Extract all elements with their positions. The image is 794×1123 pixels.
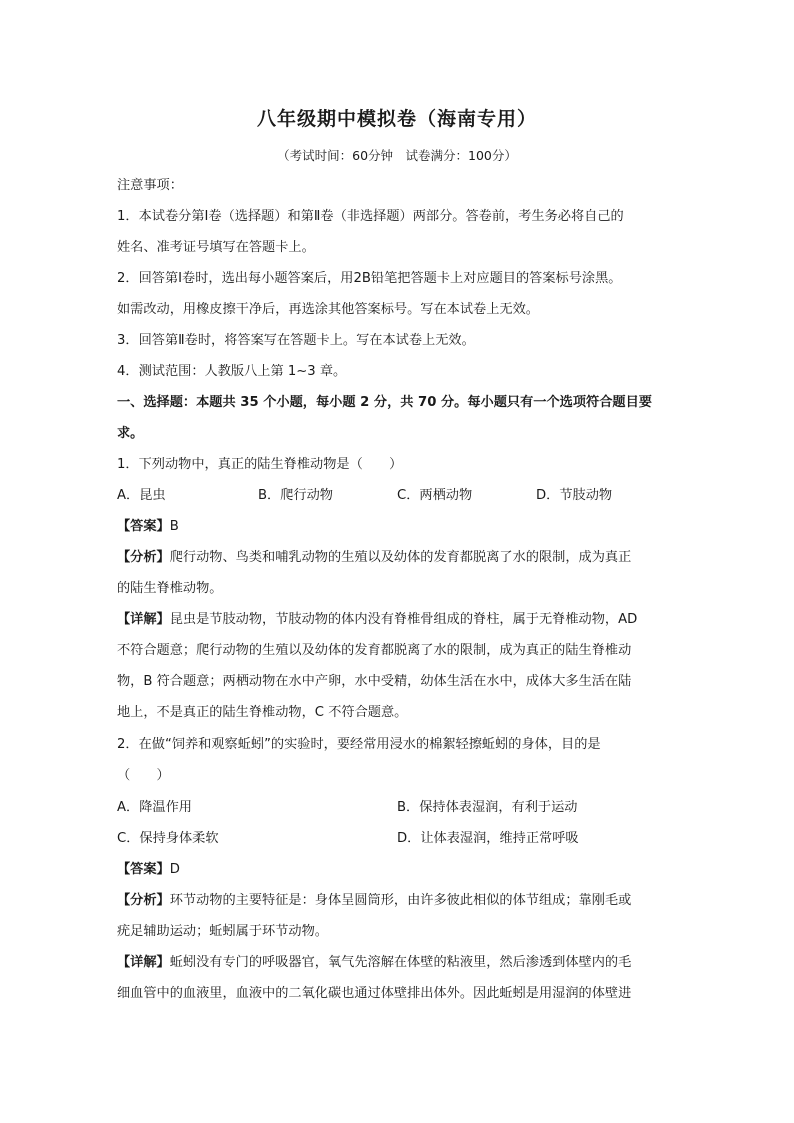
question-2-stem-cont: （ ） <box>117 768 170 783</box>
question-2-stem: 2．在做“饲养和观察蚯蚓”的实验时，要经常用浸水的棉絮轻擦蚯蚓的身体，目的是 <box>117 737 601 752</box>
notice-item: 3．回答第Ⅱ卷时，将答案写在答题卡上。写在本试卷上无效。 <box>117 333 475 348</box>
q1-option-b: B．爬行动物 <box>258 488 333 503</box>
answer-tag: 【答案】 <box>117 519 170 534</box>
page-title: 八年级期中模拟卷（海南专用） <box>256 108 537 130</box>
notice-heading: 注意事项： <box>117 178 183 193</box>
detail-text: 昆虫是节肢动物，节肢动物的体内没有脊椎骨组成的脊柱，属于无脊椎动物，AD <box>169 612 638 627</box>
q1-option-a: A．昆虫 <box>117 488 166 503</box>
detail-tag: 【详解】 <box>117 955 170 970</box>
section-heading-cont: 求。 <box>117 426 144 441</box>
answer-value: B <box>169 519 179 534</box>
answer-tag: 【答案】 <box>117 862 170 877</box>
notice-item: 1．本试卷分第Ⅰ卷（选择题）和第Ⅱ卷（非选择题）两部分。答卷前，考生务必将自己的 <box>117 209 624 224</box>
notice-item: 2．回答第Ⅰ卷时，选出每小题答案后，用2B铅笔把答题卡上对应题目的答案标号涂黑。 <box>117 271 622 286</box>
q2-answer <box>117 860 687 880</box>
q1-analysis-cont: 的陆生脊椎动物。 <box>117 581 223 596</box>
q1-option-d: D．节肢动物 <box>536 488 613 503</box>
analysis-tag: 【分析】 <box>117 550 170 565</box>
question-1-stem: 1．下列动物中，真正的陆生脊椎动物是（ ） <box>117 457 403 472</box>
q2-option-c: C．保持身体柔软 <box>117 831 219 846</box>
notice-item: 4．测试范围：人教版八上第 1~3 章。 <box>117 364 347 379</box>
q2-analysis <box>117 891 687 911</box>
section-heading: 一、选择题：本题共 35 个小题，每小题 2 分，共 70 分。每小题只有一个选项符合题目要 <box>117 395 652 410</box>
q2-option-a: A．降温作用 <box>117 800 192 815</box>
q1-detail-cont: 地上，不是真正的陆生脊椎动物，C 不符合题意。 <box>117 705 408 720</box>
q2-option-b: B．保持体表湿润，有利于运动 <box>397 800 578 815</box>
q1-analysis <box>117 548 687 568</box>
analysis-text: 环节动物的主要特征是：身体呈圆筒形，由许多彼此相似的体节组成；靠刚毛或 <box>169 893 632 908</box>
exam-info: （考试时间：60分钟 试卷满分：100分） <box>277 148 517 163</box>
notice-item: 如需改动，用橡皮擦干净后，再选涂其他答案标号。写在本试卷上无效。 <box>117 302 539 317</box>
q1-option-c: C．两栖动物 <box>397 488 473 503</box>
q2-analysis-cont: 疣足辅助运动；蚯蚓属于环节动物。 <box>117 924 328 939</box>
q2-detail-cont: 细血管中的血液里，血液中的二氧化碳也通过体壁排出体外。因此蚯蚓是用湿润的体壁进 <box>117 986 632 1001</box>
answer-value: D <box>169 862 180 877</box>
analysis-text: 爬行动物、鸟类和哺乳动物的生殖以及幼体的发育都脱离了水的限制，成为真正 <box>169 550 632 565</box>
notice-item: 姓名、准考证号填写在答题卡上。 <box>117 240 315 255</box>
detail-text: 蚯蚓没有专门的呼吸器官，氧气先溶解在体壁的粘液里，然后渗透到体壁内的毛 <box>169 955 632 970</box>
q1-answer <box>117 517 687 537</box>
q1-detail <box>117 610 687 630</box>
detail-tag: 【详解】 <box>117 612 170 627</box>
analysis-tag: 【分析】 <box>117 893 170 908</box>
q2-option-d: D．让体表湿润，维持正常呼吸 <box>397 831 579 846</box>
q2-detail <box>117 953 687 973</box>
q1-detail-cont: 物，B 符合题意；两栖动物在水中产卵，水中受精，幼体生活在水中，成体大多生活在陆 <box>117 674 632 689</box>
q1-detail-cont: 不符合题意；爬行动物的生殖以及幼体的发育都脱离了水的限制，成为真正的陆生脊椎动 <box>117 643 632 658</box>
